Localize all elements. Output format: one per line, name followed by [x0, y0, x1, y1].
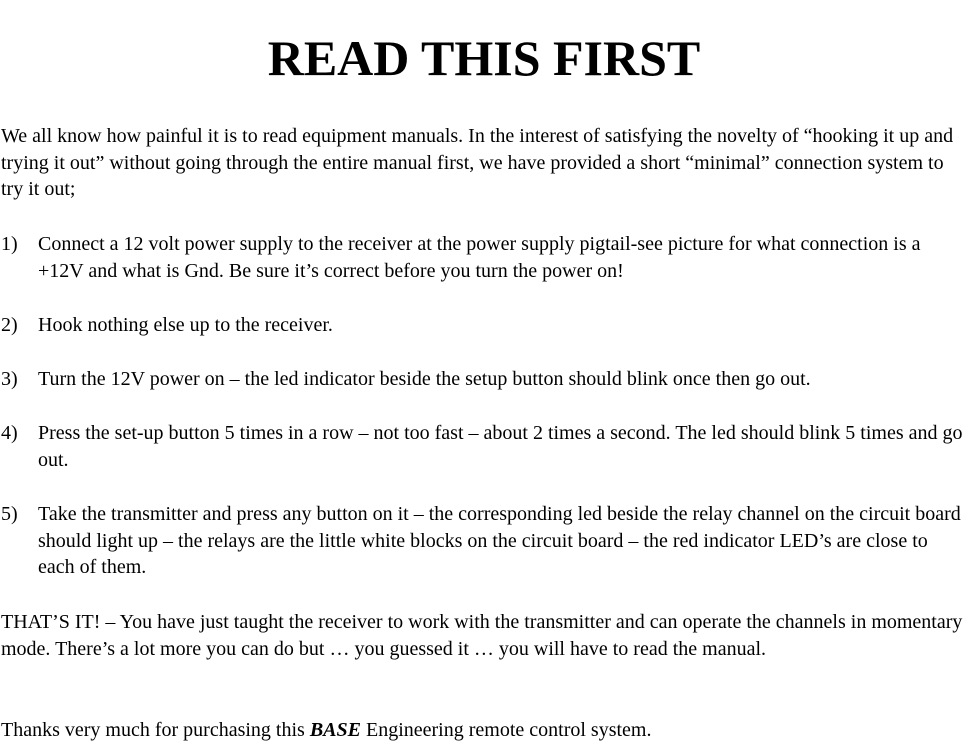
step-1: [1, 231, 968, 284]
step-4-number: 4): [1, 422, 18, 444]
step-3-text: Turn the 12V power on – the led indicator beside the setup button should blink once then go out.: [38, 368, 811, 390]
step-4: [1, 420, 968, 473]
step-1-number: 1): [1, 233, 18, 255]
step-3-number: 3): [1, 368, 18, 390]
conclusion-paragraph: THAT’S IT! – You have just taught the receiver to work with the transmitter and can operate the channels in momentary mode. There’s a lot more you can do but … you guessed it … you will have to read the manual.: [1, 611, 963, 660]
page-title: READ THIS FIRST: [267, 29, 701, 86]
step-4-text: Press the set-up button 5 times in a row – not too fast – about 2 times a second. The led should blink 5 times and go out.: [38, 422, 963, 471]
step-5-text: Take the transmitter and press any button on it – the corresponding led beside the relay channel on the circuit board should light up – the relays are the little white blocks on the circuit board – the red indicator LED’s are close to each of them.: [38, 503, 961, 578]
closing-text-after: Engineering remote control system.: [360, 719, 652, 741]
brand-name: BASE: [309, 719, 361, 741]
step-2-text: Hook nothing else up to the receiver.: [38, 314, 333, 336]
intro-paragraph: We all know how painful it is to read equipment manuals. In the interest of satisfying the novelty of “hooking it up and trying it out” without going through the entire manual first, we have provided a short “minimal” connection system to try it out;: [1, 125, 954, 200]
step-5-number: 5): [1, 503, 18, 525]
step-1-text: Connect a 12 volt power supply to the receiver at the power supply pigtail-see picture for what connection is a +12V and what is Gnd. Be sure it’s correct before you turn the power on!: [38, 233, 921, 282]
closing-paragraph: [1, 717, 968, 744]
step-2-number: 2): [1, 314, 18, 336]
step-5: [1, 501, 968, 581]
step-2: [1, 312, 968, 339]
step-3: [1, 366, 968, 393]
closing-text-before: Thanks very much for purchasing this: [1, 719, 310, 741]
